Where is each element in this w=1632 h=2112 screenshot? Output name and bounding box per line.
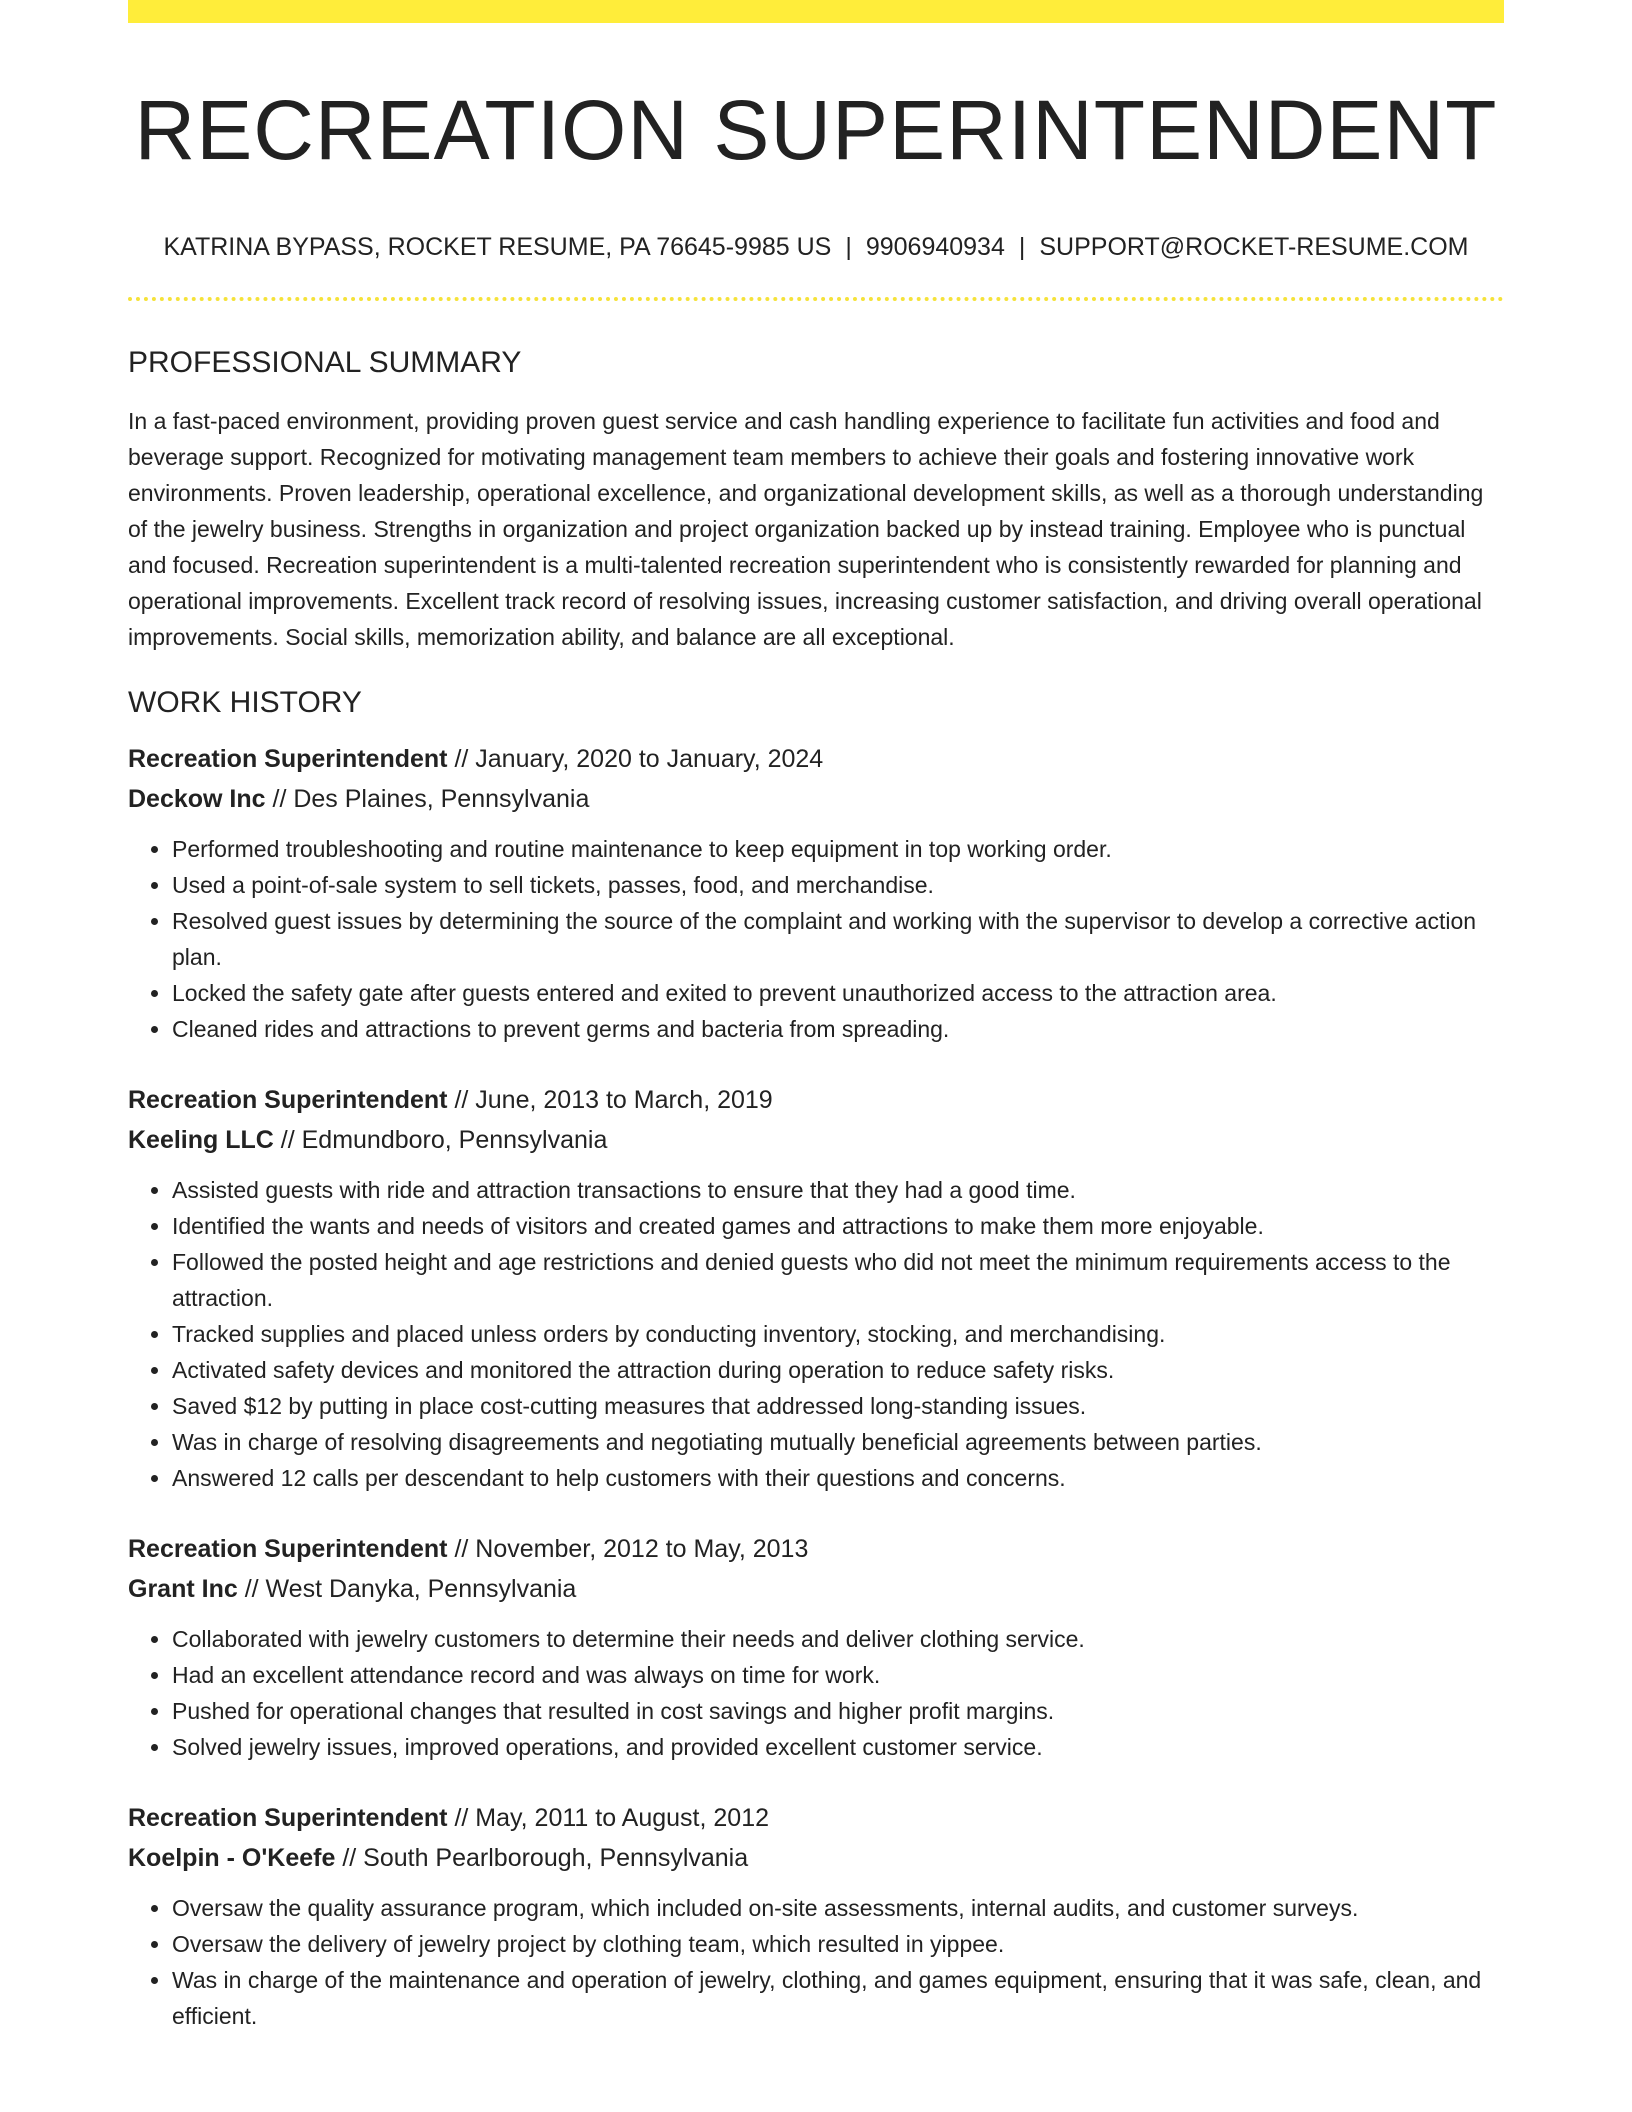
work-history-heading: WORK HISTORY: [128, 686, 362, 719]
job-entry: [128, 1798, 1504, 2034]
job-bullets: [128, 831, 1504, 1047]
job-bullets: [128, 1890, 1504, 2034]
job-bullet-item: • Collaborated with jewelry customers to determine their needs and deliver clothing service.: [172, 1621, 1504, 1657]
job-company-line: [128, 779, 1504, 819]
job-bullet-item: • Activated safety devices and monitored the attraction during operation to reduce safety risks.: [172, 1352, 1504, 1388]
job-bullet-item: • Answered 12 calls per descendant to help customers with their questions and concerns.: [172, 1460, 1504, 1496]
job-bullets: [128, 1621, 1504, 1765]
job-dates: // May, 2011 to August, 2012: [447, 1804, 770, 1832]
header-divider: [128, 297, 1504, 301]
job-bullet-item: • Performed troubleshooting and routine maintenance to keep equipment in top working order.: [172, 831, 1504, 867]
job-bullet-item: • Tracked supplies and placed unless orders by conducting inventory, stocking, and merchandising.: [172, 1316, 1504, 1352]
job-bullet-item: • Assisted guests with ride and attraction transactions to ensure that they had a good time.: [172, 1172, 1504, 1208]
summary-heading: PROFESSIONAL SUMMARY: [128, 346, 522, 379]
job-company-line: [128, 1120, 1504, 1160]
job-bullet-item: • Was in charge of resolving disagreements and negotiating mutually beneficial agreements between parties.: [172, 1424, 1504, 1460]
job-bullet-item: • Solved jewelry issues, improved operations, and provided excellent customer service.: [172, 1729, 1504, 1765]
job-company-line: [128, 1569, 1504, 1609]
job-role: Recreation Superintendent: [128, 1804, 448, 1832]
job-location: // Des Plaines, Pennsylvania: [265, 785, 590, 813]
job-company-line: [128, 1838, 1504, 1878]
job-company: Grant Inc: [128, 1575, 238, 1603]
job-bullet-item: • Locked the safety gate after guests entered and exited to prevent unauthorized access to the attraction area.: [172, 975, 1504, 1011]
job-dates: // January, 2020 to January, 2024: [447, 745, 824, 773]
job-location: // West Danyka, Pennsylvania: [237, 1575, 577, 1603]
job-entry: [128, 739, 1504, 1047]
resume-content: [128, 0, 1504, 2034]
contact-separator: |: [1018, 233, 1026, 261]
job-role-line: [128, 1080, 1504, 1120]
job-bullet-item: • Identified the wants and needs of visitors and created games and attractions to make them more enjoyable.: [172, 1208, 1504, 1244]
job-role-line: [128, 739, 1504, 779]
job-dates: // November, 2012 to May, 2013: [447, 1535, 809, 1563]
job-bullet-item: • Was in charge of the maintenance and operation of jewelry, clothing, and games equipment, ensuring that it was safe, clean, and efficient.: [172, 1962, 1504, 2034]
job-bullets: [128, 1172, 1504, 1496]
job-bullet-item: • Saved $12 by putting in place cost-cutting measures that addressed long-standing issues.: [172, 1388, 1504, 1424]
job-company: Keeling LLC: [128, 1126, 274, 1154]
job-bullet-item: • Oversaw the quality assurance program, which included on-site assessments, internal audits, and customer surveys.: [172, 1890, 1504, 1926]
job-role: Recreation Superintendent: [128, 745, 448, 773]
work-history-list: [128, 739, 1504, 2034]
job-bullet-item: • Used a point-of-sale system to sell tickets, passes, food, and merchandise.: [172, 867, 1504, 903]
contact-separator: |: [845, 233, 852, 261]
contact-email: SUPPORT@ROCKET-RESUME.COM: [1039, 233, 1469, 261]
contact-phone: 9906940934: [865, 233, 1005, 261]
resume-title: RECREATION SUPERINTENDENT: [134, 83, 1498, 177]
job-entry: [128, 1529, 1504, 1765]
job-bullet-item: • Oversaw the delivery of jewelry project by clothing team, which resulted in yippee.: [172, 1926, 1504, 1962]
contact-line: [128, 232, 1504, 262]
job-role: Recreation Superintendent: [128, 1535, 448, 1563]
job-company: Koelpin - O'Keefe: [128, 1844, 336, 1872]
job-bullet-item: • Cleaned rides and attractions to prevent germs and bacteria from spreading.: [172, 1011, 1504, 1047]
job-location: // South Pearlborough, Pennsylvania: [335, 1844, 749, 1872]
job-bullet-item: • Resolved guest issues by determining the source of the complaint and working with the supervisor to develop a corrective action plan.: [172, 903, 1504, 975]
job-company: Deckow Inc: [128, 785, 266, 813]
job-location: // Edmundboro, Pennsylvania: [273, 1126, 608, 1154]
job-bullet-item: • Followed the posted height and age restrictions and denied guests who did not meet the minimum requirements access to the attraction.: [172, 1244, 1504, 1316]
job-role-line: [128, 1798, 1504, 1838]
job-dates: // June, 2013 to March, 2019: [447, 1086, 773, 1114]
summary-text: In a fast-paced environment, providing proven guest service and cash handling experience to facilitate fun activities and food and beverage support. Recognized for motivating management team members to achieve their goals and fostering innovative work environments. Proven leadership, operational excellence, and organizational development skills, as well as a thorough understanding of the jewelry business. Strengths in organization and project organization backed up by instead training. Employee who is punctual and focused. Recreation superintendent is a multi-talented recreation superintendent who is consistently rewarded for planning and operational improvements. Excellent track record of resolving issues, increasing customer satisfaction, and driving overall operational improvements. Social skills, memorization ability, and balance are all exceptional.: [128, 408, 1484, 650]
job-bullet-item: • Had an excellent attendance record and was always on time for work.: [172, 1657, 1504, 1693]
job-bullet-item: • Pushed for operational changes that resulted in cost savings and higher profit margins.: [172, 1693, 1504, 1729]
contact-address: KATRINA BYPASS, ROCKET RESUME, PA 76645-9985 US: [163, 233, 832, 261]
job-role: Recreation Superintendent: [128, 1086, 448, 1114]
job-entry: [128, 1080, 1504, 1496]
job-role-line: [128, 1529, 1504, 1569]
